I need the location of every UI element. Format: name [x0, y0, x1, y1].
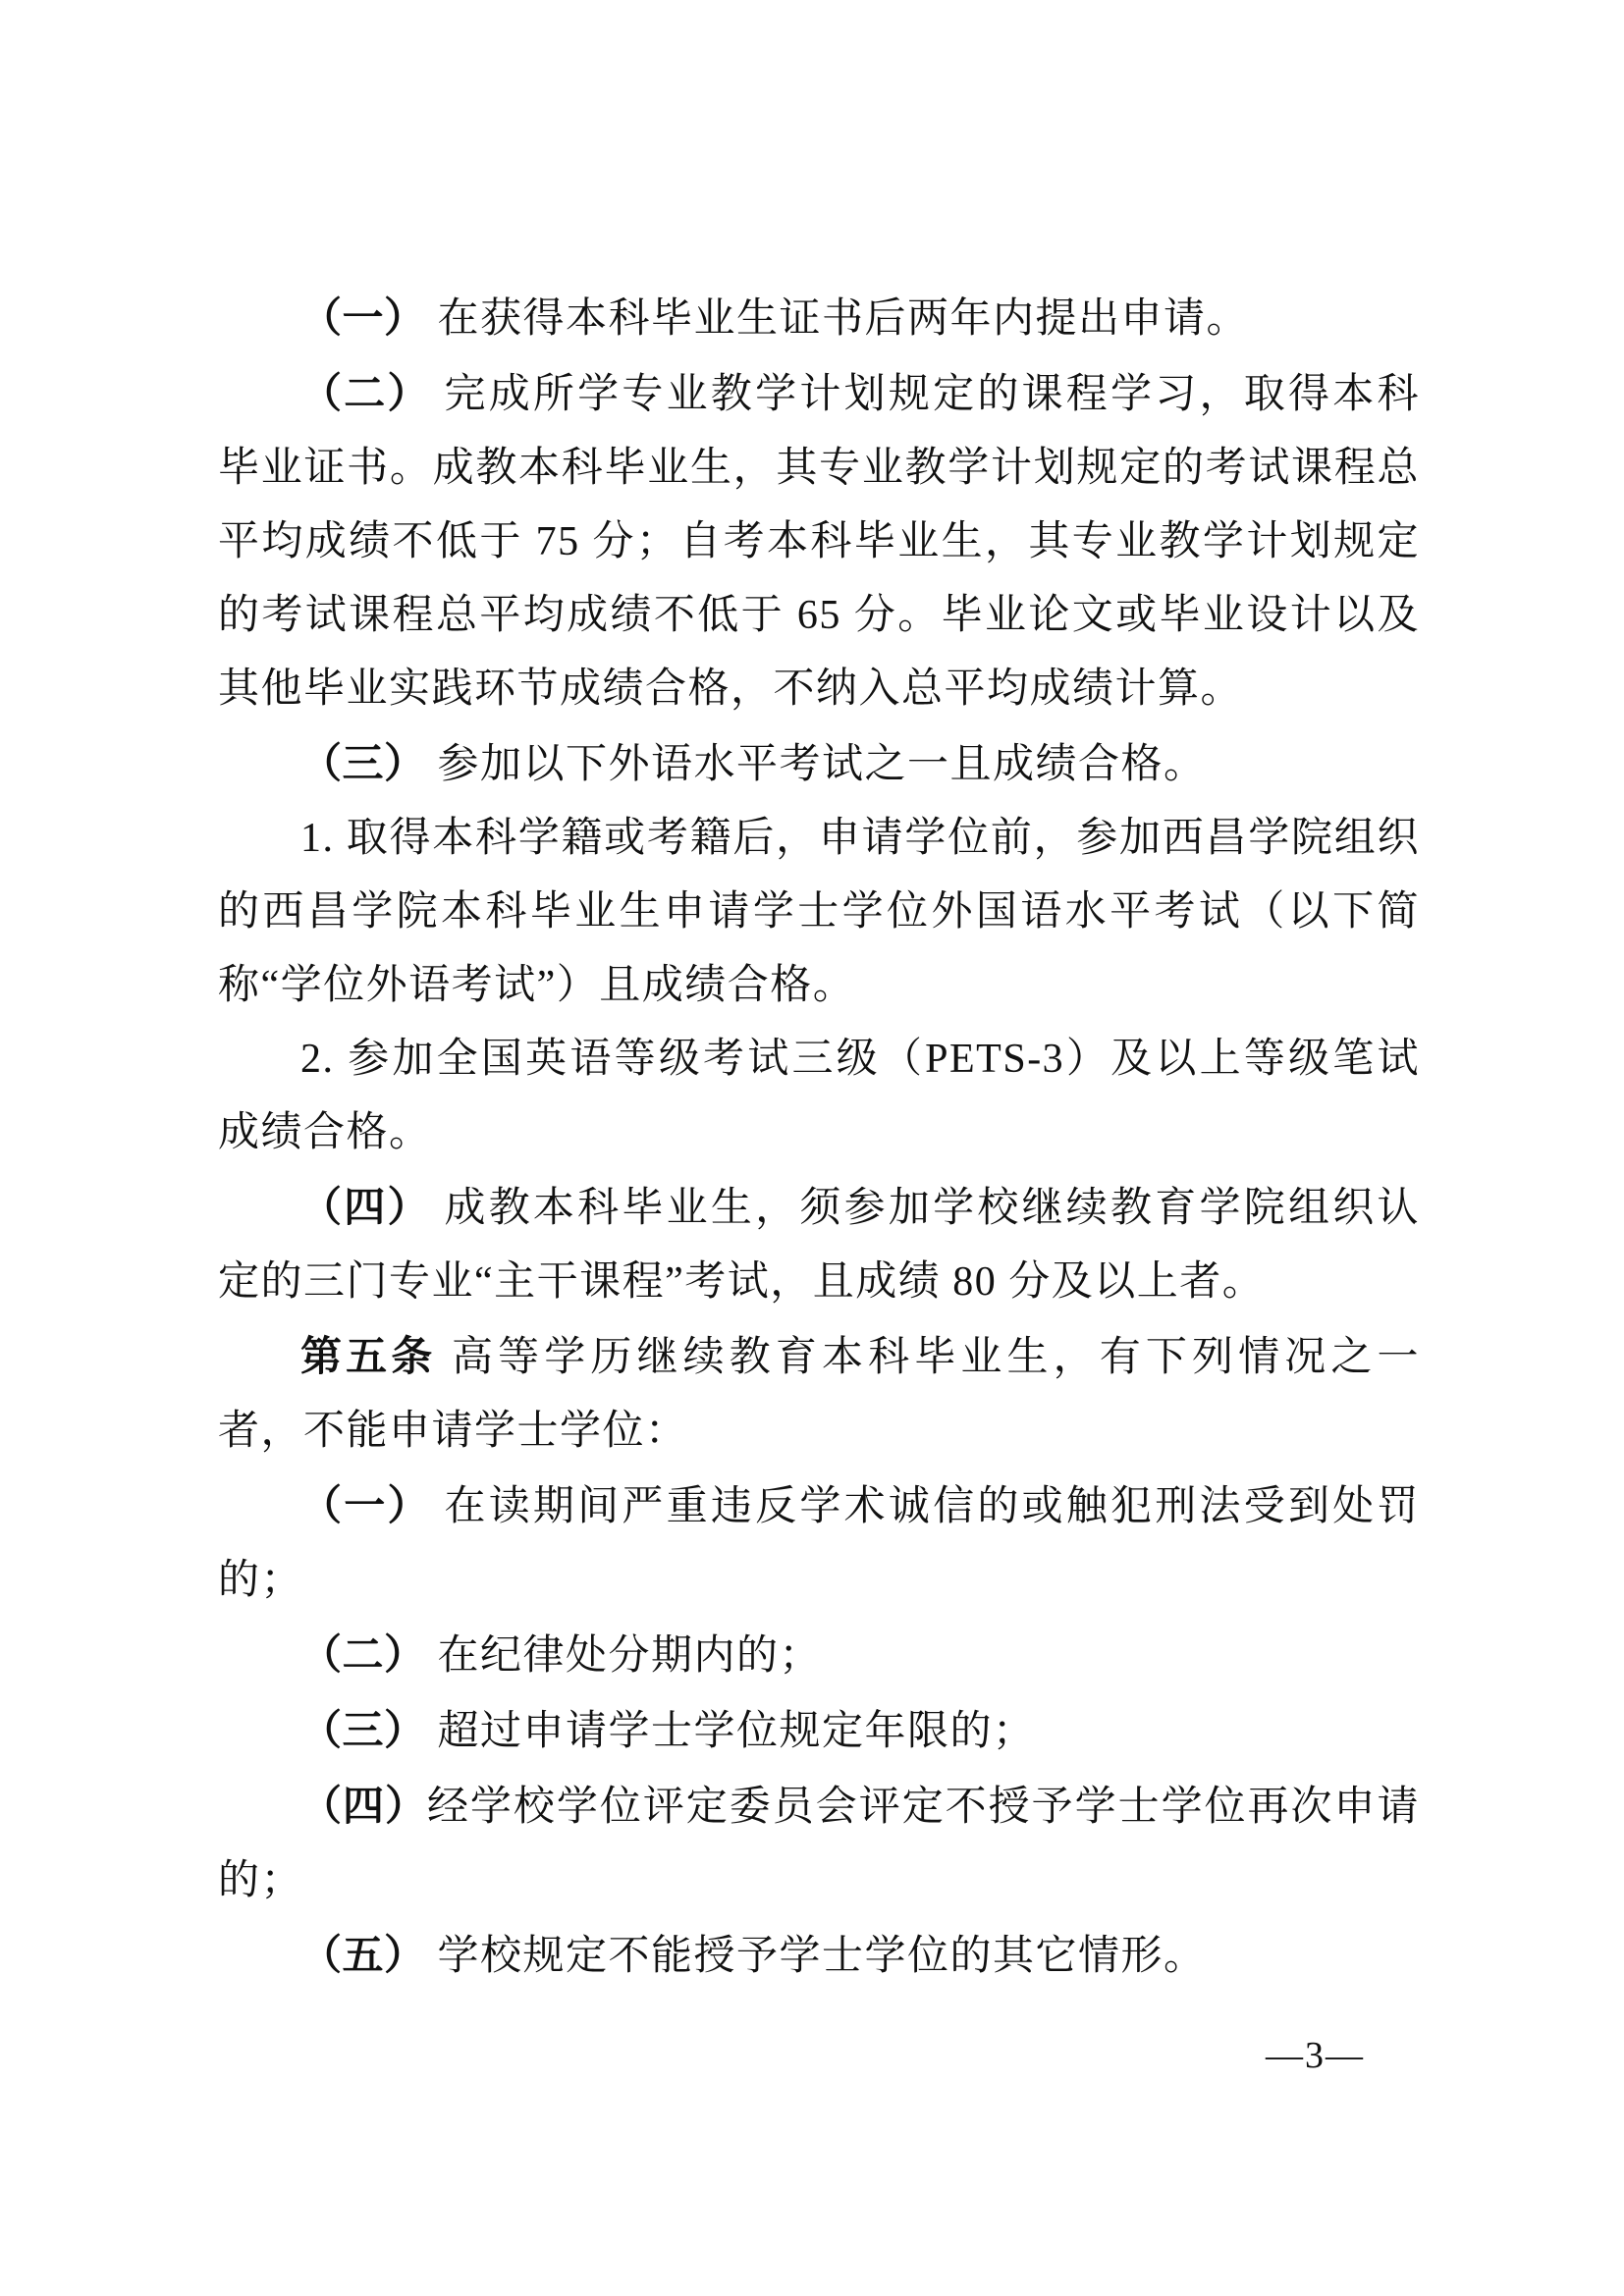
- paragraph-clause-4: [218, 1170, 1420, 1319]
- paragraph-text: 完成所学专业教学计划规定的课程学习，取得本科毕业证书。成教本科毕业生，其专业教学计划规定的考试课程总平均成绩不低于 75 分；自考本科毕业生，其专业教学计划规定的考试课程总平均成绩不低于 65 分。毕业论文或毕业设计以及其他毕业实践环节成绩合格，不纳入总平均成绩计算。: [218, 372, 1420, 712]
- clause-marker: （四）: [300, 1783, 427, 1829]
- clause-marker: （一）: [300, 1482, 431, 1528]
- paragraph-text: 在获得本科毕业生证书后两年内提出申请。: [425, 296, 1250, 342]
- document-body: [218, 281, 1420, 1994]
- paragraph-item-2: [218, 1618, 1420, 1693]
- paragraph-text: 学校规定不能授予学士学位的其它情形。: [425, 1934, 1207, 1979]
- paragraph-subitem-2: [218, 1023, 1420, 1170]
- clause-marker: （一）: [300, 294, 426, 341]
- paragraph-text: 1. 取得本科学籍或考籍后，申请学位前，参加西昌学院组织的西昌学院本科毕业生申请学士学位外国语水平考试（以下简称“学位外语考试”）且成绩合格。: [218, 816, 1420, 1008]
- paragraph-item-1: [218, 1468, 1420, 1618]
- paragraph-text: 在读期间严重违反学术诚信的或触犯刑法受到处罚的；: [218, 1484, 1420, 1603]
- paragraph-item-5: [218, 1918, 1420, 1994]
- paragraph-clause-1: [218, 281, 1420, 356]
- paragraph-item-4: [218, 1769, 1420, 1918]
- paragraph-text: 2. 参加全国英语等级考试三级（PETS-3）及以上等级笔试成绩合格。: [218, 1037, 1420, 1155]
- paragraph-text: 在纪律处分期内的；: [425, 1633, 823, 1679]
- clause-marker: （二）: [300, 370, 431, 416]
- paragraph-clause-2: [218, 356, 1420, 726]
- paragraph-subitem-1: [218, 802, 1420, 1023]
- paragraph-item-3: [218, 1693, 1420, 1769]
- paragraph-clause-3: [218, 726, 1420, 802]
- paragraph-text: 参加以下外语水平考试之一且成绩合格。: [425, 742, 1207, 787]
- clause-marker: （四）: [300, 1184, 431, 1230]
- paragraph-article-5: [218, 1319, 1420, 1468]
- clause-marker: （三）: [300, 1707, 426, 1753]
- clause-marker: （二）: [300, 1631, 426, 1678]
- page-number: —3—: [1266, 2035, 1365, 2076]
- clause-marker: （五）: [300, 1932, 426, 1978]
- article-number: 第五条: [300, 1333, 437, 1379]
- paragraph-text: 高等学历继续教育本科毕业生，有下列情况之一者，不能申请学士学位：: [218, 1335, 1420, 1454]
- paragraph-text: 经学校学位评定委员会评定不授予学士学位再次申请的；: [218, 1785, 1420, 1903]
- paragraph-text: 成教本科毕业生，须参加学校继续教育学院组织认定的三门专业“主干课程”考试，且成绩 80 分及以上者。: [218, 1186, 1420, 1305]
- paragraph-text: 超过申请学士学位规定年限的；: [425, 1709, 1036, 1754]
- clause-marker: （三）: [300, 740, 426, 786]
